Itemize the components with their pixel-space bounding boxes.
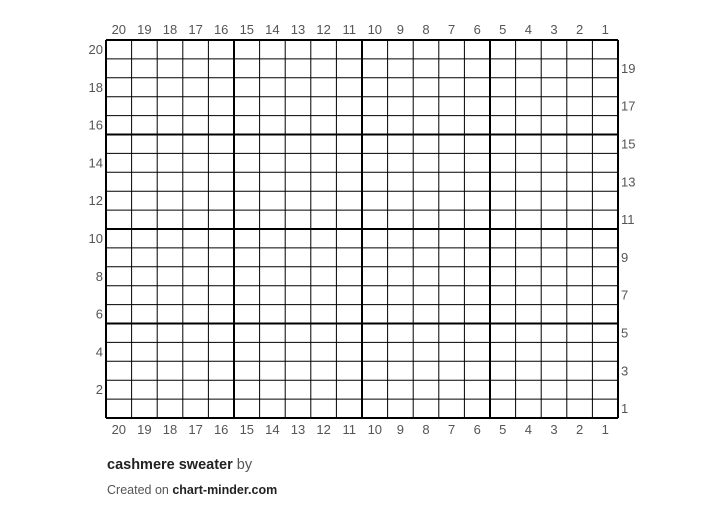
- row-number: 19: [621, 60, 636, 76]
- column-number: 10: [367, 422, 383, 437]
- column-number: 11: [342, 422, 356, 437]
- column-number: 11: [342, 22, 356, 37]
- column-number: 14: [265, 22, 280, 37]
- created-on-label: Created on: [107, 483, 169, 497]
- column-number: 16: [213, 422, 229, 437]
- row-number: 12: [88, 193, 103, 209]
- row-number: 2: [95, 382, 103, 398]
- column-number: 18: [162, 422, 178, 437]
- column-number: 2: [575, 422, 584, 437]
- row-number: 16: [88, 117, 103, 133]
- column-number: 9: [396, 22, 405, 37]
- column-number: 9: [396, 422, 405, 437]
- column-number: 12: [316, 422, 331, 437]
- row-number: 9: [621, 249, 629, 265]
- row-number: 15: [621, 136, 636, 152]
- column-number: 17: [188, 422, 203, 437]
- column-numbers-bottom: [112, 422, 609, 437]
- column-number: 1: [601, 422, 609, 437]
- column-number: 8: [422, 22, 430, 37]
- row-number: 18: [88, 79, 103, 95]
- column-number: 7: [447, 22, 456, 37]
- row-number: 17: [621, 98, 636, 114]
- column-number: 4: [524, 422, 533, 437]
- site-link[interactable]: chart-minder.com: [172, 483, 278, 497]
- row-number: 7: [621, 287, 629, 303]
- credit-line: [107, 483, 277, 497]
- column-number: 20: [111, 22, 127, 37]
- row-number: 3: [621, 363, 629, 379]
- column-number: 1: [601, 22, 609, 37]
- column-number: 19: [137, 22, 152, 37]
- row-numbers-right: [621, 61, 635, 416]
- column-number: 6: [473, 22, 481, 37]
- pattern-name: cashmere sweater: [107, 457, 233, 473]
- column-number: 20: [111, 422, 127, 437]
- row-numbers-left: [89, 42, 103, 397]
- column-number: 5: [499, 22, 507, 37]
- column-number: 12: [316, 22, 331, 37]
- column-number: 3: [550, 422, 558, 437]
- row-number: 13: [621, 174, 636, 190]
- column-number: 3: [550, 22, 558, 37]
- column-number: 16: [213, 22, 229, 37]
- column-number: 15: [239, 422, 255, 437]
- column-number: 14: [265, 422, 280, 437]
- column-number: 4: [524, 22, 533, 37]
- row-number: 14: [88, 155, 103, 171]
- pattern-title-line: [107, 457, 252, 473]
- column-numbers-top: [112, 22, 609, 37]
- grid-lines: [106, 40, 618, 418]
- row-number: 5: [621, 325, 629, 341]
- column-number: 15: [239, 22, 255, 37]
- row-number: 4: [95, 344, 103, 360]
- column-number: 10: [367, 22, 383, 37]
- column-number: 17: [188, 22, 203, 37]
- row-number: 8: [95, 268, 103, 284]
- row-number: 11: [621, 212, 635, 228]
- column-number: 5: [499, 422, 507, 437]
- row-number: 6: [95, 306, 103, 322]
- column-number: 18: [162, 22, 178, 37]
- column-number: 7: [447, 422, 456, 437]
- column-number: 2: [575, 22, 584, 37]
- row-number: 20: [88, 41, 103, 57]
- column-number: 13: [290, 422, 306, 437]
- column-number: 6: [473, 422, 481, 437]
- row-number: 1: [621, 401, 629, 417]
- column-number: 8: [422, 422, 430, 437]
- row-number: 10: [88, 230, 103, 246]
- column-number: 13: [290, 22, 306, 37]
- by-label: by: [236, 457, 253, 473]
- column-number: 19: [137, 422, 152, 437]
